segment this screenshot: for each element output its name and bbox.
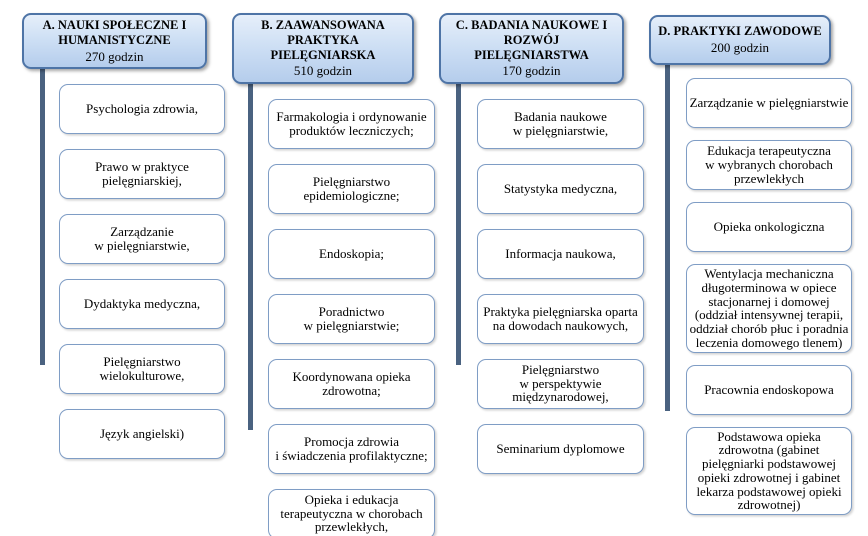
course-box: Edukacja terapeutyczna w wybranych chorobach przewlekłych xyxy=(686,140,852,190)
course-box: Opieka i edukacja terapeutyczna w chorobach przewlekłych, xyxy=(268,489,435,536)
course-box: Praktyka pielęgniarska oparta na dowodach naukowych, xyxy=(477,294,644,344)
category-hours: 270 godzin xyxy=(85,48,144,64)
category-header xyxy=(22,13,207,69)
course-list xyxy=(268,99,435,536)
category-column-b xyxy=(232,13,435,536)
course-box: Dydaktyka medyczna, xyxy=(59,279,225,329)
connector-trunk xyxy=(248,82,253,430)
course-box: Pracownia endoskopowa xyxy=(686,365,852,415)
course-box: Podstawowa opieka zdrowotna (gabinet pielęgniarki podstawowej opieki zdrowotnej i gabinet lekarza podstawowej opieki zdrowotnej) xyxy=(686,427,852,516)
course-box: Psychologia zdrowia, xyxy=(59,84,225,134)
course-box: Język angielski) xyxy=(59,409,225,459)
course-box: Statystyka medyczna, xyxy=(477,164,644,214)
course-box: Poradnictwo w pielęgniarstwie; xyxy=(268,294,435,344)
course-list xyxy=(477,99,644,474)
category-header xyxy=(649,15,831,65)
course-box: Pielęgniarstwo epidemiologiczne; xyxy=(268,164,435,214)
course-list xyxy=(686,78,852,515)
category-header xyxy=(439,13,624,84)
category-column-c xyxy=(439,13,644,474)
course-box: Farmakologia i ordynowanie produktów leczniczych; xyxy=(268,99,435,149)
course-box: Promocja zdrowia i świadczenia profilaktyczne; xyxy=(268,424,435,474)
course-box: Zarządzanie w pielęgniarstwie, xyxy=(59,214,225,264)
course-box: Zarządzanie w pielęgniarstwie xyxy=(686,78,852,128)
connector-trunk xyxy=(40,67,45,365)
course-box: Opieka onkologiczna xyxy=(686,202,852,252)
connector-trunk xyxy=(665,63,670,411)
category-hours: 200 godzin xyxy=(710,40,770,56)
course-box: Wentylacja mechaniczna długoterminowa w opiece stacjonarnej i domowej (oddział intensywnej terapii, oddział chorób płuc i poradnia leczenia domowego tlenem) xyxy=(686,264,852,353)
course-box: Badania naukowe w pielęgniarstwie, xyxy=(477,99,644,149)
category-column-a xyxy=(22,13,225,459)
course-list xyxy=(59,84,225,459)
course-box: Pielęgniarstwo w perspektywie międzynarodowej, xyxy=(477,359,644,409)
category-title: A. NAUKI SPOŁECZNE I HUMANISTYCZNE xyxy=(42,18,187,47)
course-box: Informacja naukowa, xyxy=(477,229,644,279)
connector-trunk xyxy=(456,82,461,365)
category-hours: 510 godzin xyxy=(293,63,353,79)
course-box: Seminarium dyplomowe xyxy=(477,424,644,474)
course-box: Koordynowana opieka zdrowotna; xyxy=(268,359,435,409)
course-box: Pielęgniarstwo wielokulturowe, xyxy=(59,344,225,394)
course-box: Endoskopia; xyxy=(268,229,435,279)
category-column-d xyxy=(649,15,852,515)
category-title: D. PRAKTYKI ZAWODOWE xyxy=(658,24,822,39)
category-title: B. ZAAWANSOWANA PRAKTYKA PIELĘGNIARSKA xyxy=(261,18,385,62)
category-hours: 170 godzin xyxy=(502,63,561,79)
category-title: C. BADANIA NAUKOWE I ROZWÓJ PIELĘGNIARSTWA xyxy=(455,18,608,62)
category-header xyxy=(232,13,414,84)
course-box: Prawo w praktyce pielęgniarskiej, xyxy=(59,149,225,199)
